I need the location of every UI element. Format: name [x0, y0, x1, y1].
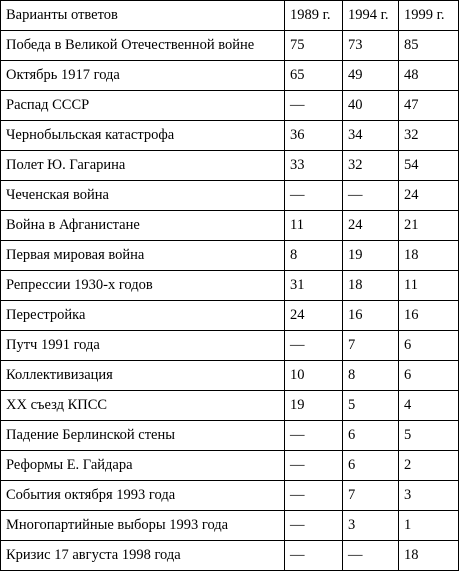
value-1994-cell: 7	[343, 481, 399, 511]
value-1999-cell: 1	[399, 511, 459, 541]
value-1989-cell: 8	[285, 241, 343, 271]
value-1994-cell: 6	[343, 421, 399, 451]
value-1994-cell: 3	[343, 511, 399, 541]
table-row	[1, 481, 459, 511]
value-1989-cell: —	[285, 541, 343, 571]
event-cell: Падение Берлинской стены	[1, 421, 285, 451]
table-row	[1, 211, 459, 241]
header-year-1989: 1989 г.	[285, 1, 343, 31]
table-row	[1, 301, 459, 331]
value-1989-cell: —	[285, 331, 343, 361]
value-1994-cell: 73	[343, 31, 399, 61]
event-cell: Многопартийные выборы 1993 года	[1, 511, 285, 541]
value-1989-cell: 65	[285, 61, 343, 91]
value-1999-cell: 16	[399, 301, 459, 331]
event-cell: События октября 1993 года	[1, 481, 285, 511]
event-cell: Война в Афганистане	[1, 211, 285, 241]
value-1999-cell: 85	[399, 31, 459, 61]
value-1989-cell: —	[285, 421, 343, 451]
event-cell: Полет Ю. Гагарина	[1, 151, 285, 181]
value-1994-cell: —	[343, 181, 399, 211]
value-1994-cell: 8	[343, 361, 399, 391]
event-cell: Реформы Е. Гайдара	[1, 451, 285, 481]
value-1994-cell: 32	[343, 151, 399, 181]
value-1989-cell: 11	[285, 211, 343, 241]
value-1999-cell: 6	[399, 331, 459, 361]
table-row	[1, 361, 459, 391]
value-1994-cell: 19	[343, 241, 399, 271]
value-1999-cell: 5	[399, 421, 459, 451]
value-1999-cell: 18	[399, 541, 459, 571]
event-cell: Путч 1991 года	[1, 331, 285, 361]
table-row	[1, 331, 459, 361]
value-1999-cell: 18	[399, 241, 459, 271]
value-1989-cell: 24	[285, 301, 343, 331]
table-row	[1, 121, 459, 151]
table-row	[1, 511, 459, 541]
value-1994-cell: 16	[343, 301, 399, 331]
value-1999-cell: 54	[399, 151, 459, 181]
value-1999-cell: 47	[399, 91, 459, 121]
value-1989-cell: 36	[285, 121, 343, 151]
event-cell: Чеченская война	[1, 181, 285, 211]
value-1999-cell: 11	[399, 271, 459, 301]
value-1989-cell: —	[285, 91, 343, 121]
table-row	[1, 421, 459, 451]
table-row	[1, 391, 459, 421]
value-1989-cell: 75	[285, 31, 343, 61]
table-row	[1, 181, 459, 211]
event-cell: XX съезд КПСС	[1, 391, 285, 421]
table-row	[1, 241, 459, 271]
table-row	[1, 91, 459, 121]
value-1989-cell: 33	[285, 151, 343, 181]
event-cell: Октябрь 1917 года	[1, 61, 285, 91]
event-cell: Распад СССР	[1, 91, 285, 121]
value-1989-cell: —	[285, 511, 343, 541]
value-1999-cell: 4	[399, 391, 459, 421]
value-1989-cell: 19	[285, 391, 343, 421]
value-1994-cell: 7	[343, 331, 399, 361]
value-1989-cell: —	[285, 451, 343, 481]
table-row	[1, 271, 459, 301]
value-1999-cell: 48	[399, 61, 459, 91]
value-1994-cell: —	[343, 541, 399, 571]
value-1994-cell: 18	[343, 271, 399, 301]
value-1999-cell: 21	[399, 211, 459, 241]
value-1989-cell: —	[285, 181, 343, 211]
value-1989-cell: 10	[285, 361, 343, 391]
event-cell: Перестройка	[1, 301, 285, 331]
event-cell: Первая мировая война	[1, 241, 285, 271]
value-1999-cell: 6	[399, 361, 459, 391]
value-1994-cell: 34	[343, 121, 399, 151]
table-row	[1, 451, 459, 481]
value-1999-cell: 24	[399, 181, 459, 211]
value-1999-cell: 3	[399, 481, 459, 511]
value-1989-cell: 31	[285, 271, 343, 301]
event-cell: Кризис 17 августа 1998 года	[1, 541, 285, 571]
event-cell: Победа в Великой Отечественной войне	[1, 31, 285, 61]
event-cell: Репрессии 1930-х годов	[1, 271, 285, 301]
table-body	[1, 1, 459, 571]
table-row	[1, 541, 459, 571]
table-row	[1, 61, 459, 91]
event-cell: Чернобыльская катастрофа	[1, 121, 285, 151]
header-answer-options: Варианты ответов	[1, 1, 285, 31]
value-1994-cell: 6	[343, 451, 399, 481]
header-year-1999: 1999 г.	[399, 1, 459, 31]
value-1989-cell: —	[285, 481, 343, 511]
value-1994-cell: 40	[343, 91, 399, 121]
value-1994-cell: 5	[343, 391, 399, 421]
table-row	[1, 151, 459, 181]
table-row	[1, 31, 459, 61]
header-row	[1, 1, 459, 31]
event-cell: Коллективизация	[1, 361, 285, 391]
value-1994-cell: 24	[343, 211, 399, 241]
value-1994-cell: 49	[343, 61, 399, 91]
value-1999-cell: 2	[399, 451, 459, 481]
value-1999-cell: 32	[399, 121, 459, 151]
header-year-1994: 1994 г.	[343, 1, 399, 31]
